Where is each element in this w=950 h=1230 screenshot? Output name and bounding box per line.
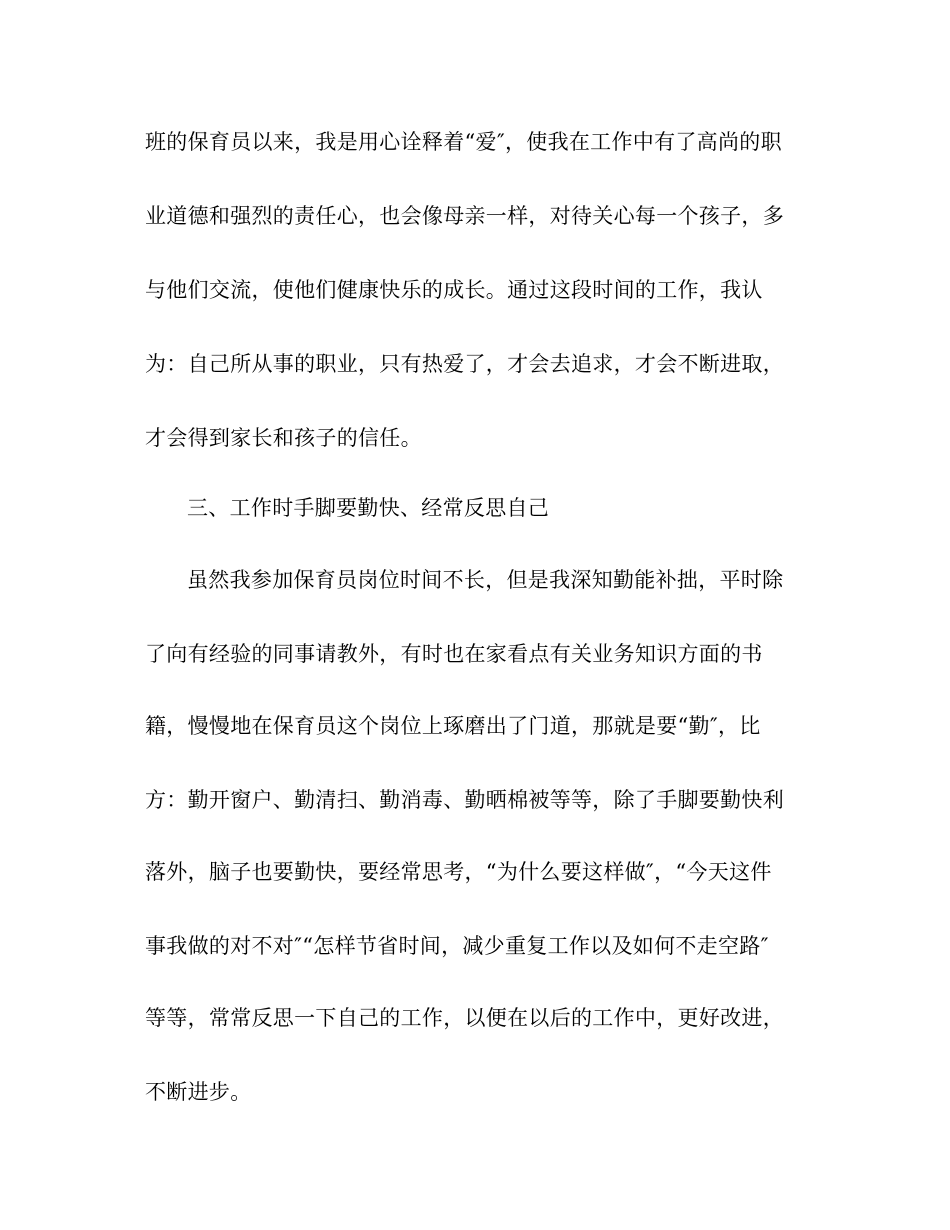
paragraph-line: 事我做的对不对″“怎样节省时间，减少重复工作以及如何不走空路″ [145, 934, 769, 958]
paragraph-line: 才会得到家长和孩子的信任。 [145, 426, 422, 450]
paragraph-line: 不断进步。 [145, 1080, 252, 1104]
paragraph-line: 虽然我参加保育员岗位时间不长，但是我深知勤能补拙，平时除 [187, 568, 784, 592]
paragraph-line: 业道德和强烈的责任心，也会像母亲一样，对待关心每一个孩子，多 [145, 204, 784, 228]
paragraph-line: 为：自己所从事的职业，只有热爱了，才会去追求，才会不断进取， [145, 352, 784, 376]
paragraph-line: 籍，慢慢地在保育员这个岗位上琢磨出了门道，那就是要“勤″，比 [145, 714, 761, 738]
paragraph-line: 方：勤开窗户、勤清扫、勤消毒、勤晒棉被等等，除了手脚要勤快利 [145, 788, 784, 812]
paragraph-line: 等等，常常反思一下自己的工作，以便在以后的工作中，更好改进， [145, 1006, 784, 1030]
section-heading: 三、工作时手脚要勤快、经常反思自己 [187, 496, 550, 520]
paragraph-line: 了向有经验的同事请教外，有时也在家看点有关业务知识方面的书 [145, 642, 763, 666]
paragraph-line: 与他们交流，使他们健康快乐的成长。通过这段时间的工作，我认 [145, 278, 763, 302]
paragraph-line: 落外，脑子也要勤快，要经常思考，“为什么要这样做″，“今天这件 [145, 860, 772, 884]
paragraph-line: 班的保育员以来，我是用心诠释着“爱″，使我在工作中有了高尚的职 [145, 130, 782, 154]
